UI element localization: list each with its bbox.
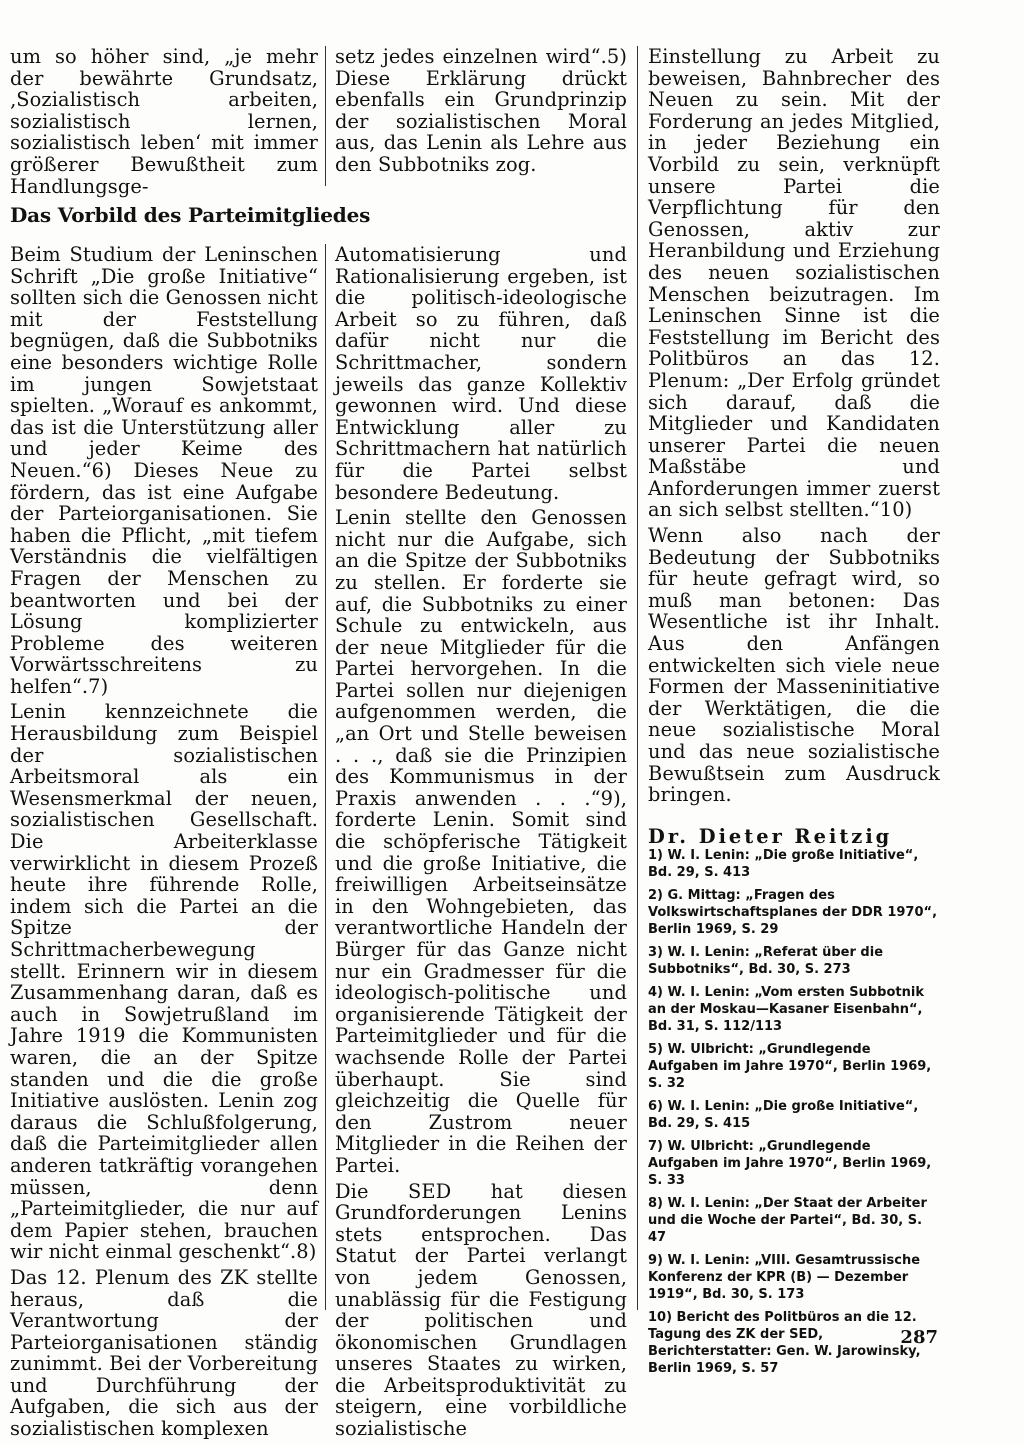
footnote: 4) W. I. Lenin: „Vom ersten Subbotnik an der Moskau—Kasaner Eisenbahn“, Bd. 31, S. 112/113 (648, 985, 924, 1035)
column-1-top-text (10, 46, 318, 197)
column-rule (325, 46, 326, 186)
footnote: 3) W. I. Lenin: „Referat über die Subbotniks“, Bd. 30, S. 273 (648, 945, 884, 978)
section-heading: Das Vorbild des Parteimitgliedes (10, 203, 371, 227)
footnote: 8) W. I. Lenin: „Der Staat der Arbeiter und die Woche der Partei“, Bd. 30, S. 47 (648, 1196, 927, 1246)
column-rule (637, 46, 638, 1310)
column-3 (648, 46, 940, 1383)
paragraph: setz jedes einzelnen wird“.5) Diese Erklärung drückt ebenfalls ein Grundprinzip der sozialistischen Moral aus, das Lenin als Lehre aus den Subbotniks zog. (335, 45, 627, 176)
footnote: 6) W. I. Lenin: „Die große Initiative“, Bd. 29, S. 415 (648, 1099, 919, 1132)
footnote: 2) G. Mittag: „Fragen des Volkswirtschaftsplanes der DDR 1970“, Berlin 1969, S. 29 (648, 888, 938, 938)
paragraph: Einstellung zu Arbeit zu beweisen, Bahnbrecher des Neuen zu sein. Mit der Forderung an jedes Mitglied, in jeder Beziehung ein Vorbild zu sein, verknüpft unsere Partei die Verpflichtung für den Genossen, aktiv zur Heranbildung und Erziehung des neuen sozialistischen Menschen beizutragen. Im Leninschen Sinne ist die Feststellung im Bericht des Politbüros an das 12. Plenum: „Der Erfolg gründet sich darauf, daß die Mitglieder und Kandidaten unserer Partei die neuen Maßstäbe und Anforderungen immer zuerst an sich selbst stellten.“10) (648, 45, 940, 522)
footnote: 9) W. I. Lenin: „VIII. Gesamtrussische Konferenz der KPR (B) — Dezember 1919“, Bd. 30, S. 173 (648, 1253, 921, 1303)
column-1 (10, 244, 318, 1440)
column-2 (335, 244, 627, 1440)
paragraph: Die SED hat diesen Grundforderungen Lenins stets entsprochen. Das Statut der Partei verlangt von jedem Genossen, unablässig für die Festigung der politischen und ökonomischen Grundlagen unseres Staates zu wirken, die Arbeitsproduktivität zu steigern, eine vorbildliche sozialistische (335, 1179, 627, 1441)
footnote: 10) Bericht des Politbüros an die 12. Tagung des ZK der SED, Berichterstatter: Gen. W. Jarowinsky, Berlin 1969, S. 57 (648, 1310, 921, 1377)
footnote: 5) W. Ulbricht: „Grundlegende Aufgaben im Jahre 1970“, Berlin 1969, S. 32 (648, 1042, 932, 1092)
paragraph: Lenin stellte den Genossen nicht nur die Aufgabe, sich an die Spitze der Subbotniks zu stellen. Er forderte sie auf, die Subbotniks zu einer Schule zu entwickeln, aus der neue Mitglieder für die Partei hervorgehen. In die Partei sollen nur diejenigen aufgenommen werden, die „an Ort und Stelle beweisen . . ., daß sie die Prinzipien des Kommunismus in der Praxis anwenden . . .“9), forderte Lenin. Somit sind die schöpferische Tätigkeit und die große Initiative, die freiwilligen Arbeitseinsätze in den Wohngebieten, das verantwortliche Handeln der Bürger für das Ganze nicht nur ein Gradmesser für die ideologisch-politische und organisierende Tätigkeit der Parteimitglieder und für die wachsende Rolle der Partei überhaupt. Sie sind gleichzeitig die Quelle für den Zustrom neuer Mitglieder in die Reihen der Partei. (335, 506, 627, 1177)
paragraph: Automatisierung und Rationalisierung ergeben, ist die politisch-ideologische Arbeit so zu führen, daß dafür nicht nur die Schrittmacher, sondern jeweils das ganze Kollektiv gewonnen wird. Und diese Entwicklung aller zu Schrittmachern hat natürlich für die Partei selbst besondere Bedeutung. (335, 243, 627, 504)
paragraph: Beim Studium der Leninschen Schrift „Die große Initiative“ sollten sich die Genossen nicht mit der Feststellung begnügen, daß die Subbotniks eine besonders wichtige Rolle im jungen Sowjetstaat spielten. „Worauf es ankommt, das ist die Unterstützung aller und jeder Keime des Neuen.“6) Dieses Neue zu fördern, das ist eine Aufgabe der Parteiorganisationen. Sie haben die Pflicht, „mit tiefem Verständnis die vielfältigen Fragen der Menschen zu beantworten und bei der Lösung komplizierter Probleme des weiteren Vorwärtsschreitens zu helfen“.7) (10, 243, 318, 698)
column-rule (325, 244, 326, 1310)
footnote: 7) W. Ulbricht: „Grundlegende Aufgaben im Jahre 1970“, Berlin 1969, S. 33 (648, 1139, 932, 1189)
paragraph: Das 12. Plenum des ZK stellte heraus, daß die Verantwortung der Parteiorganisationen ständig zunimmt. Bei der Vorbereitung und Durchführung der Aufgaben, die sich aus der sozialistischen komplexen (10, 1265, 318, 1441)
author-signature: Dr. Dieter Reitzig (648, 824, 893, 848)
page-number: 287 (900, 1327, 938, 1348)
paragraph: Wenn also nach der Bedeutung der Subbotniks für heute gefragt wird, so muß man betonen: Das Wesentliche ist ihr Inhalt. Aus den Anfängen entwickelten sich viele neue Formen der Masseninitiative der Werktätigen, die die neue sozialistische Moral und das neue sozialistische Bewußtsein zum Ausdruck bringen. (648, 524, 940, 807)
paragraph: Lenin kennzeichnete die Herausbildung zum Beispiel der sozialistischen Arbeitsmoral als ein Wesensmerkmal der neuen, sozialistischen Gesellschaft. Die Arbeiterklasse verwirklicht in diesem Prozeß heute ihre führende Rolle, indem sich die Partei an die Spitze der Schrittmacherbewegung stellt. Erinnern wir in diesem Zusammenhang daran, daß es auch in Sowjetrußland im Jahre 1919 die Kommunisten waren, die an der Spitze standen und die die große Initiative auslösten. Lenin zog daraus die Schlußfolgerung, daß die Parteimitglieder allen anderen tatkräftig vorangehen müssen, denn „Parteimitglieder, die nur auf dem Papier stehen, brauchen wir nicht einmal geschenkt“.8) (10, 700, 318, 1264)
footnote: 1) W. I. Lenin: „Die große Initiative“, Bd. 29, S. 413 (648, 848, 919, 881)
column-2-top-text (335, 46, 627, 176)
paragraph: um so höher sind, „je mehr der bewährte Grundsatz, ‚Sozialistisch arbeiten, sozialistisch lernen, sozialistisch leben‘ mit immer größerer Bewußtheit zum Handlungsge- (10, 45, 318, 198)
